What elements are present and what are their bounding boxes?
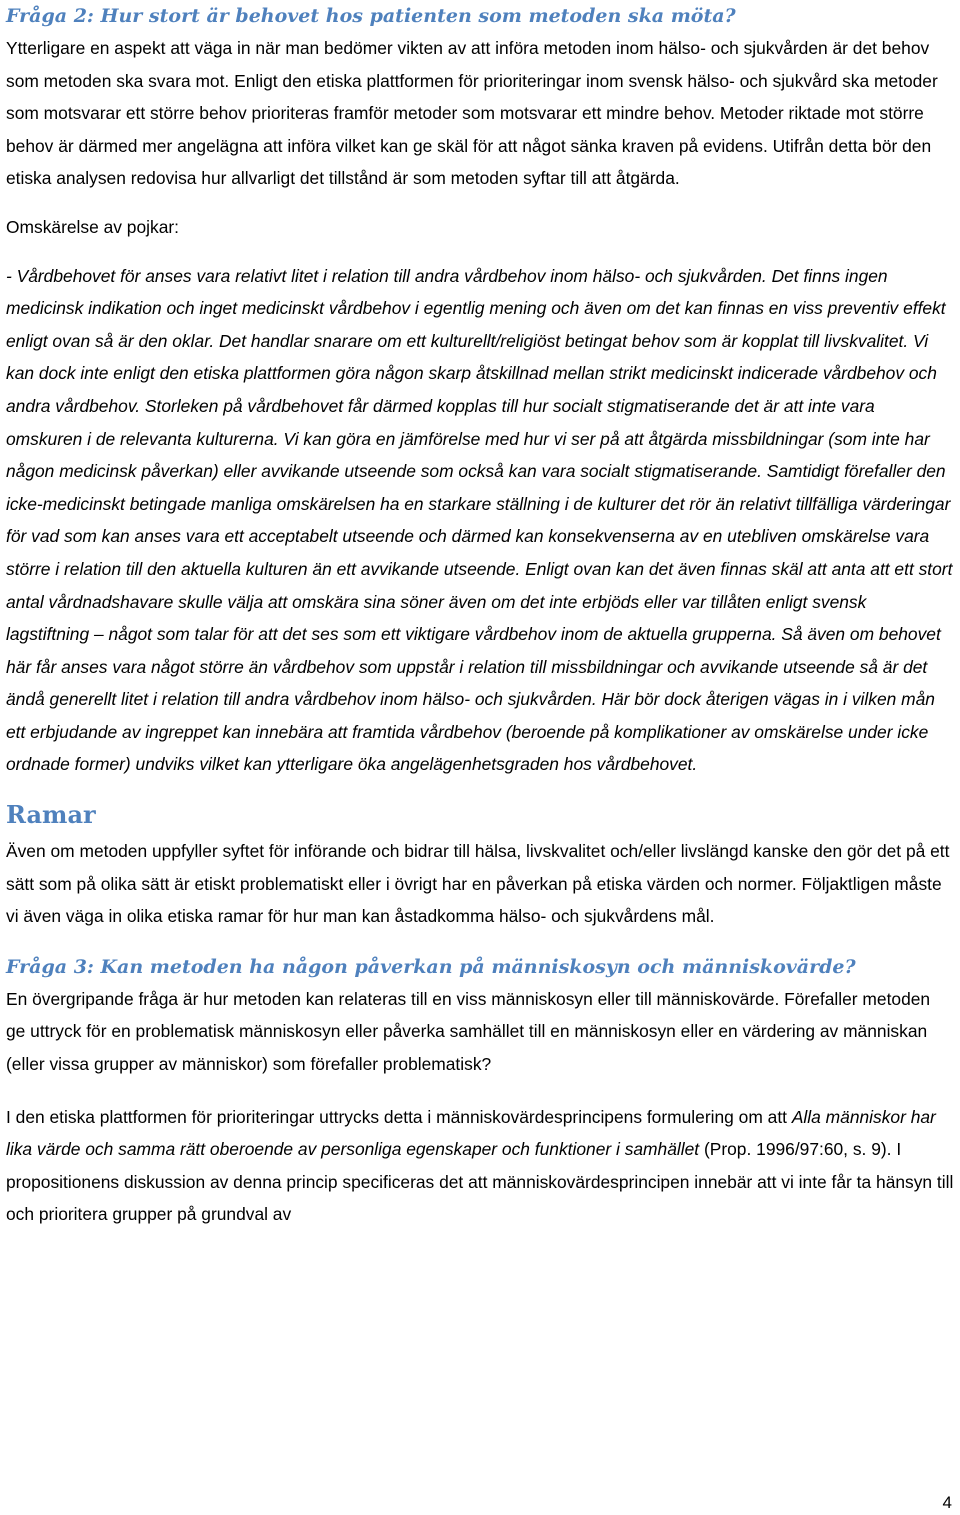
spacer — [6, 244, 954, 260]
spacer — [6, 1081, 954, 1101]
plattform-text-end: (Prop. 1996/97:60, s. 9). I propositionens diskussion av denna princip specificeras det att människovärdesprincipen innebär att vi inte får ta hänsyn till och prioritera grupper på grundval av — [6, 1139, 954, 1225]
plattform-quote-italic: Alla människor har lika värde och samma rätt oberoende av personliga egenskaper och funktioner i samhället — [6, 1106, 936, 1160]
section-heading-fraga-2: Fråga 2: Hur stort är behovet hos patienten som metoden ska möta? — [6, 5, 736, 27]
paragraph-plattform — [6, 1101, 954, 1231]
page-number: 4 — [942, 1493, 952, 1512]
spacer — [6, 195, 954, 211]
section-heading-fraga-3: Fråga 3: Kan metoden ha någon påverkan på människosyn och människovärde? — [6, 955, 856, 978]
section-heading-ramar: Ramar — [6, 800, 96, 830]
paragraph-manniskosyn: En övergripande fråga är hur metoden kan relateras till en viss människosyn eller till människovärde. Förefaller metoden ge uttryck för en problematisk människosyn eller påverka samhället till en människosyn eller en värdering av människan (eller vissa grupper av människor) som förefaller problematisk? — [6, 988, 931, 1075]
spacer — [6, 933, 954, 951]
subheading-omskarelse: Omskärelse av pojkar: — [6, 216, 179, 237]
plattform-text-start: I den etiska plattformen för prioriteringar uttrycks detta i människovärdesprincipens formulering om att — [6, 1106, 792, 1127]
paragraph-behov: Ytterligare en aspekt att väga in när man bedömer vikten av att införa metoden inom hälso- och sjukvården är det behov som metoden ska svara mot. Enligt den etiska plattformen för prioriteringar inom svensk hälso- och sjukvård ska metoder som motsvarar ett större behov prioriteras framför metoder som motsvarar ett mindre behov. Metoder riktade mot större behov är därmed mer angelägna att införa vilket kan ge skäl för att något sänka kraven på evidens. Utifrån detta bör den etiska analysen redovisa hur allvarligt det tillstånd är som metoden syftar till att åtgärda. — [6, 38, 938, 189]
paragraph-vardbehov-italic: - Vårdbehovet för anses vara relativt litet i relation till andra vårdbehov inom hälso- och sjukvården. Det finns ingen medicinsk indikation och inget medicinskt vårdbehov i egentlig mening och även om det kan finnas en viss preventiv effekt enligt ovan så är den oklar. Det handlar snarare om ett kulturellt/religiöst betingat behov som är kopplat till livskvalitet. Vi kan dock inte enligt den etiska plattformen göra någon skarp åtskillnad mellan strikt medicinskt indicerade vårdbehov och andra vårdbehov. Storleken på vårdbehovet får därmed kopplas till hur socialt stigmatiserande det är att inte vara omskuren i de relevanta kulturerna. Vi kan göra en jämförelse med hur vi ser på att åtgärda missbildningar (som inte har någon medicinsk påverkan) eller avvikande utseende som också kan vara socialt stigmatiserande. Samtidigt förefaller den icke-medicinskt betingade manliga omskärelsen ha en starkare ställning i de kulturer det rör än relativt tillfälliga värderingar för vad som kan anses vara ett acceptabelt utseende och därmed kan konsekvenserna av en utebliven omskärelse vara större i relation till den aktuella kulturen än ett avvikande utseende. Enligt ovan kan det även finnas skäl att anta att ett stort antal vårdnadshavare skulle välja att omskära sina söner även om det inte erbjöds eller var tillåten enligt svensk lagstiftning – något som talar för att det ses som ett viktigare vårdbehov inom de aktuella grupperna. Så även om behovet här får anses vara något större än vårdbehov som uppstår i relation till missbildningar och avvikande utseende så är det ändå generellt litet i relation till andra vårdbehov inom hälso- och sjukvården. Här bör dock återigen vägas in i vilken mån ett erbjudande av ingreppet kan innebära att framtida vårdbehov (beroende på komplikationer av omskärelse under icke ordnade former) undviks vilket kan ytterligare öka angelägenhetsgraden hos vårdbehovet. — [6, 265, 953, 775]
paragraph-ramar: Även om metoden uppfyller syftet för införande och bidrar till hälsa, livskvalitet och/eller livslängd kanske den gör det på ett sätt som på olika sätt är etiskt problematiskt eller i övrigt har en påverkan på etiska värden och normer. Följaktligen måste vi även väga in olika etiska ramar för hur man kan åstadkomma hälso- och sjukvårdens mål. — [6, 841, 950, 927]
